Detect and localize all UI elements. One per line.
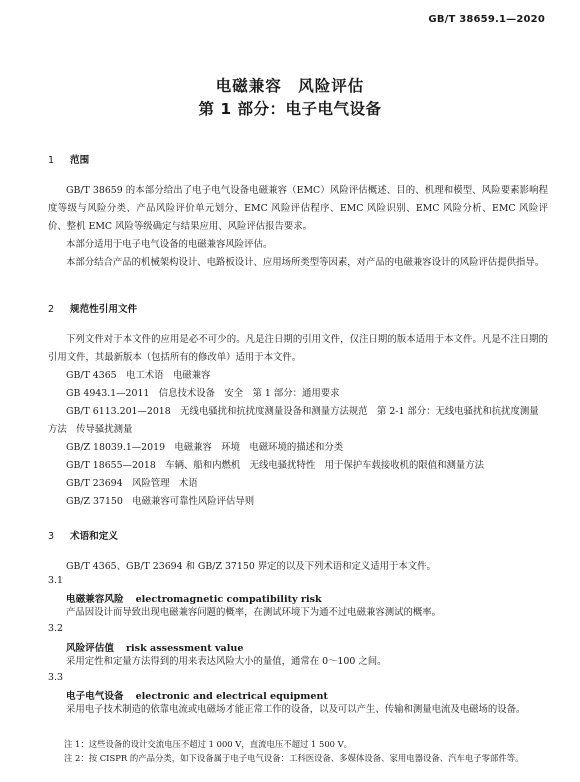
reference-item: GB/T 4365 电工术语 电磁兼容 [66,370,211,381]
term-definition: 采用电子技术制造的依靠电流或电磁场才能正常工作的设备，以及可以产生、传输和测量电流及电磁场的设备。 [66,704,526,715]
section-2-body [48,331,548,511]
reference-item: GB/Z 37150 电磁兼容可靠性风险评估导则 [66,496,255,507]
term-definition: 产品因设计而导致出现电磁兼容问题的概率，在测试环境下为通不过电磁兼容测试的概率。 [66,607,442,618]
section-2-heading: 2 规范性引用文件 [48,304,138,315]
section-3-heading: 3 术语和定义 [48,531,118,542]
reference-item: GB/Z 18039.1—2019 电磁兼容 环境 电磁环境的描述和分类 [66,442,344,453]
notes [64,737,548,765]
term-heading: 电子电气设备 electronic and electrical equipment [66,691,328,702]
term-number: 3.3 [48,672,63,683]
paragraph: 本部分结合产品的机械架构设计、电路板设计、应用场所类型等因素，对产品的电磁兼容设计的风险评估提供指导。 [66,257,545,268]
document-title: 电磁兼容 风险评估 [215,77,365,95]
standard-number: GB/T 38659.1—2020 [428,14,545,25]
reference-item: GB/T 6113.201—2018 无线电骚扰和抗扰度测量设备和测量方法规范 第 2-1 部分：无线电骚扰和抗扰度测量方法 传导骚扰测量 [48,406,539,435]
paragraph: GB/T 38659 的本部分给出了电子电气设备电磁兼容（EMC）风险评估概述、目的、机理和模型、风险要素影响程度等级与风险分类、产品风险评价单元划分、EMC 风险评估程序、EMC 风险识别、EMC 风险分析、EMC 风险评价、整机 EMC 风险等级确定与结果应用、风险评估报告要求。 [48,185,548,232]
term-heading: 风险评估值 risk assessment value [66,643,244,654]
document-subtitle: 第 1 部分：电子电气设备 [198,100,382,118]
paragraph: 本部分适用于电子电气设备的电磁兼容风险评估。 [66,239,273,250]
term-number: 3.1 [48,575,63,586]
note-2: 注 2：按 CISPR 的产品分类，如下设备属于电子电气设备：工科医设备、多媒体设备、家用电器设备、汽车电子零部件等。 [64,753,524,763]
reference-item: GB/T 23694 风险管理 术语 [66,478,198,489]
note-1: 注 1：这些设备的设计交流电压不超过 1 000 V，直流电压不超过 1 500 V。 [64,739,353,749]
term-number: 3.2 [48,623,63,634]
section-1-heading: 1 范围 [48,155,90,166]
paragraph: 下列文件对于本文件的应用是必不可少的。凡是注日期的引用文件，仅注日期的版本适用于本文件。凡是不注日期的引用文件，其最新版本（包括所有的修改单）适用于本文件。 [48,334,548,363]
reference-item: GB 4943.1—2011 信息技术设备 安全 第 1 部分：通用要求 [66,388,340,399]
section-1-body [48,182,548,272]
section-3-intro: GB/T 4365、GB/T 23694 和 GB/Z 37150 界定的以及下列术语和定义适用于本文件。 [66,561,436,572]
term-definition: 采用定性和定量方法得到的用来表达风险大小的量值，通常在 0～100 之间。 [66,656,387,667]
reference-item: GB/T 18655—2018 车辆、船和内燃机 无线电骚扰特性 用于保护车载接收机的限值和测量方法 [66,460,484,471]
term-heading: 电磁兼容风险 electromagnetic compatibility risk [66,594,322,605]
